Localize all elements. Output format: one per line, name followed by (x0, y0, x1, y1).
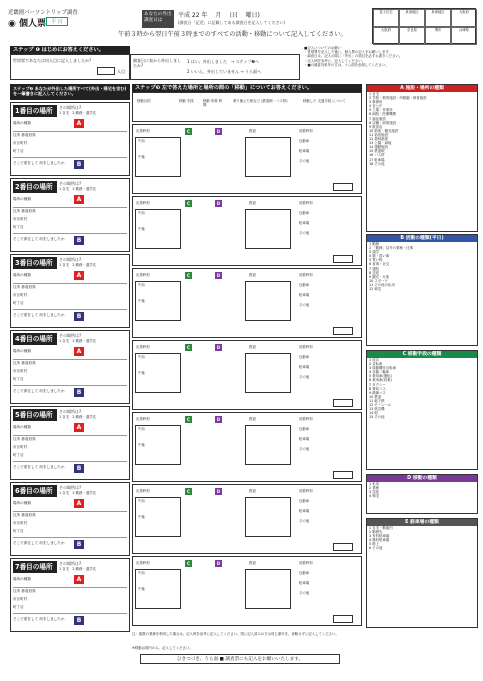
arrival-time-label: 到着時刻 (299, 489, 313, 493)
activity-code-b[interactable]: B (74, 160, 84, 169)
place-number-label: 4番目の場所 (13, 333, 57, 345)
place-option[interactable]: 1 自宅 2 勤務・通学先 (59, 263, 96, 267)
other-label: その他 (299, 591, 310, 595)
code-list-item: 11 その他の私用 (369, 282, 395, 287)
date-box-label: あなたの外出調査日は (142, 10, 174, 28)
place-question: その場所は? (59, 333, 82, 338)
place-type-label: 場所の種類 (13, 121, 31, 125)
transfer-input[interactable] (245, 569, 291, 609)
departure-time-label: 出発時刻 (136, 129, 150, 133)
col-transport: 移動した 交通手段 について (303, 99, 346, 103)
transfer-input[interactable] (245, 137, 291, 177)
divider (13, 283, 127, 284)
activity-label: そこで滞在して 何をしましたか (13, 389, 65, 393)
code-list-item: 4 塾・習い事 (369, 254, 390, 259)
transfer-station-label: 鉄道 (249, 201, 256, 205)
code-list-item: 2 「勤務」以外の業務・仕事 (369, 246, 413, 251)
step3-header: ステップ❸ 左で答えた場所と場所の間の「移動」についてお答えください。 (132, 84, 362, 92)
town-label: 町丁目 (13, 225, 24, 229)
divider (13, 359, 127, 360)
parking-label: 駐車場 (299, 221, 310, 225)
panel-b-header: B 活動の種類(平日) (367, 235, 477, 242)
code-list-item: 6 乗用車(同乗) (369, 378, 392, 383)
other-label: その他 (299, 159, 310, 163)
purpose-code-d[interactable]: D (216, 201, 221, 206)
code-list-item: 12 モノレール (369, 403, 392, 408)
code-list-item: 1 自宅・敷地内 (369, 526, 393, 530)
people-count-input[interactable] (333, 615, 353, 623)
divider (13, 309, 127, 310)
note-line: ・■の調査対象外の方は、うら面を参照してください。 (304, 62, 389, 67)
am-label: 午前 (138, 139, 145, 143)
col-purpose: 移動目的 (137, 99, 151, 103)
activity-code-b[interactable]: B (74, 540, 84, 549)
transfer-station-label: 鉄道 (249, 129, 256, 133)
person-place-block (10, 254, 130, 328)
place-number-label: 5番目の場所 (13, 409, 57, 421)
town-label: 町丁目 (13, 377, 24, 381)
place-type-code-a[interactable]: A (74, 575, 84, 584)
code-list-item: 2 学校・教育施設・幼稚園・保育施設 (369, 96, 427, 101)
activity-label: そこで滞在して 何をしましたか (13, 161, 65, 165)
code-list-item: 15 その他 (369, 415, 385, 420)
time-instruction: 午前３時から翌日午前３時までのすべての活動・移動について記入してください。 (118, 31, 347, 38)
place-option[interactable]: 1 自宅 2 勤務・通学先 (59, 111, 96, 115)
activity-label: そこで滞在して 何をしましたか (13, 541, 65, 545)
weekday-badge: 平 日 (46, 17, 68, 26)
pm-label: 午後 (138, 587, 145, 591)
outing-question: 調査日に家から外出しましたか? (133, 58, 181, 68)
divider (13, 207, 127, 208)
organization-name: 近畿圏パーソントリップ調査 (8, 10, 78, 16)
code-cell: 泉南地区 (425, 9, 451, 27)
date-note: (調査日「記述」に記載してある調査日を記入してください) (178, 20, 286, 25)
car-label: 自動車 (299, 427, 310, 431)
person-place-block (10, 330, 130, 404)
mode-code-c[interactable]: C (185, 344, 192, 351)
trip-block (132, 196, 362, 266)
activity-label: そこで滞在して 何をしましたか (13, 237, 65, 241)
code-list-item: 11 地下鉄 (369, 398, 385, 403)
other-label: その他 (299, 447, 310, 451)
parking-label: 駐車場 (299, 293, 310, 297)
purpose-code-d[interactable]: D (216, 273, 221, 278)
person-place-block (10, 558, 130, 632)
departure-time-label: 出発時刻 (136, 273, 150, 277)
place-type-label: 場所の種類 (13, 197, 31, 201)
city-label: 市区町村 (13, 141, 28, 145)
code-list-item: 10 スポーツ (369, 278, 388, 283)
col-transfer: 乗り換えた駅など (鉄道駅・バス停) (233, 99, 288, 103)
mode-code-c[interactable]: C (185, 560, 192, 567)
code-cell: 堺市 (425, 27, 451, 45)
place-type-code-a[interactable]: A (74, 195, 84, 204)
divider (13, 385, 127, 386)
transfer-input[interactable] (245, 281, 291, 321)
code-list-item: 5 乗用車(運転) (369, 374, 392, 379)
person-place-block (10, 482, 130, 556)
am-label: 午前 (138, 211, 145, 215)
code-list-item: 6 その他 (369, 546, 383, 551)
am-label: 午前 (138, 571, 145, 575)
code-list-item: 5 工場・作業所 (369, 108, 393, 113)
person-place-block (10, 102, 130, 176)
instructions-note (304, 46, 474, 80)
panel-place-types (366, 84, 478, 232)
code-list-item: 6 病院・医療機関 (369, 112, 396, 117)
transfer-station-label: 鉄道 (249, 489, 256, 493)
parking-label: 駐車場 (299, 509, 310, 513)
code-list-item: 16 バス停 (369, 153, 385, 158)
place-question: その場所は? (59, 409, 82, 414)
mode-code-c[interactable]: C (185, 200, 192, 207)
town-label: 町丁目 (13, 149, 24, 153)
people-count-input[interactable] (333, 471, 353, 479)
code-list-item: 11 宿泊施設 (369, 132, 388, 137)
departure-time-label: 出発時刻 (136, 345, 150, 349)
prefecture-label: 住所 都道府県 (13, 133, 36, 137)
place-question: その場所は? (59, 181, 82, 186)
code-list-item: 1 自宅 (369, 92, 380, 96)
code-list-item: 13 公園・緑地 (369, 141, 392, 146)
transfer-input[interactable] (245, 209, 291, 249)
transfer-station-label: 鉄道 (249, 417, 256, 421)
note-line: ・記入例を参考に、記入してください。 (304, 58, 366, 63)
activity-code-b[interactable]: B (74, 388, 84, 397)
mode-code-c[interactable]: C (185, 488, 192, 495)
people-count-input[interactable] (333, 543, 353, 551)
code-list-item: 10 娯楽・観光施設 (369, 128, 399, 133)
transfer-input[interactable] (245, 353, 291, 393)
code-cell: 大阪府 (451, 9, 477, 27)
place-type-code-a[interactable]: A (74, 119, 84, 128)
form-title: ◉ 個人票 (8, 19, 46, 29)
car-label: 自動車 (299, 355, 310, 359)
code-list-item: 14 運動施設 (369, 145, 388, 150)
code-list-item: 3 有料駐車場 (369, 534, 390, 539)
trip-block (132, 412, 362, 482)
code-list-item: 8 店舗・商業施設 (369, 120, 396, 125)
step1-header: ステップ ❶ はじめにお答えください。 (10, 46, 130, 54)
town-label: 町丁目 (13, 605, 24, 609)
code-list-item: 7 タクシー (369, 382, 386, 387)
panel-mode-types (366, 350, 478, 470)
code-cell: 奈良県 (399, 27, 425, 45)
step2-header: ステップ❷ あなたが外出した場所すべて(外出・帰宅を含む)を一筆書きに記入してください。 (10, 84, 130, 100)
area-code-grid (372, 8, 476, 44)
place-type-code-a[interactable]: A (74, 271, 84, 280)
departure-time-label: 出発時刻 (136, 561, 150, 565)
car-label: 自動車 (299, 211, 310, 215)
code-list-item: 7 福祉施設 (369, 116, 386, 121)
person-place-block (10, 406, 130, 480)
trip-block (132, 556, 362, 626)
pm-label: 午後 (138, 227, 145, 231)
note-line: ■記入についてのお願い (304, 46, 342, 50)
trip-block (132, 124, 362, 194)
city-label: 市区町村 (13, 445, 28, 449)
parking-label: 駐車場 (299, 437, 310, 441)
code-list-item: 18 その他 (369, 161, 385, 166)
code-list-item: 8 貸切バス (369, 386, 386, 391)
code-list-item: 4 帰宅 (369, 494, 380, 499)
panel-a-header: A 施設・場所の種類 (367, 85, 477, 92)
divider (13, 157, 127, 158)
code-list-item: 5 路上 (369, 542, 380, 547)
footer-note2: ※移動は国内のみ、記入してください。 (132, 646, 193, 650)
city-label: 市区町村 (13, 597, 28, 601)
departure-time-label: 出発時刻 (136, 201, 150, 205)
code-list-item: 1 勤務 (369, 242, 380, 246)
code-cell: 富士住宅 (373, 9, 399, 27)
place-type-label: 場所の種類 (13, 501, 31, 505)
arrival-time-label: 到着時刻 (299, 129, 313, 133)
car-label: 自動車 (299, 499, 310, 503)
code-list-item: 4 無料駐車場 (369, 538, 390, 543)
code-list-item: 9 飲食店 (369, 124, 383, 129)
code-list-item: 3 通学 (369, 250, 380, 255)
code-list-item: 9 路線バス (369, 390, 386, 395)
activity-label: そこで滞在して 何をしましたか (13, 617, 65, 621)
code-list-item: 4 自動二輪車 (369, 370, 390, 375)
place-question: その場所は? (59, 257, 82, 262)
purpose-code-d[interactable]: D (216, 489, 221, 494)
household-order-question: 世帯票であなたは何人目に記入しましたか? (13, 58, 92, 63)
code-list-item: 3 事務所 (369, 100, 383, 105)
code-cell: 泉南地区 (399, 9, 425, 27)
town-label: 町丁目 (13, 301, 24, 305)
am-label: 午前 (138, 283, 145, 287)
col-duration: 移動 所要 時間 (203, 99, 223, 108)
people-count-input[interactable] (333, 399, 353, 407)
code-list-item: 4 官公庁 (369, 104, 383, 109)
other-label: その他 (299, 303, 310, 307)
departure-time-label: 出発時刻 (136, 417, 150, 421)
outing-no-option[interactable]: 2 いいえ、外出していません → うら面へ (187, 69, 261, 74)
code-list-item: 1 私用 (369, 482, 380, 486)
code-list-item: 12 帰宅 (369, 287, 382, 292)
panel-e-header: E 駐車場の種類 (367, 519, 477, 526)
place-type-code-a[interactable]: A (74, 423, 84, 432)
footer-bottom-instruction: ひきつづき、うら面 ■ 調査票にも記入をお願いいたします。 (140, 654, 340, 664)
divider (13, 537, 127, 538)
code-list-item: 2 業務 (369, 486, 380, 491)
code-list-item: 5 買い物 (369, 258, 383, 263)
mode-code-c[interactable]: C (185, 128, 192, 135)
other-label: その他 (299, 375, 310, 379)
activity-label: そこで滞在して 何をしましたか (13, 313, 65, 317)
arrival-time-label: 到着時刻 (299, 417, 313, 421)
pm-label: 午後 (138, 155, 145, 159)
departure-time-label: 出発時刻 (136, 489, 150, 493)
place-type-label: 場所の種類 (13, 425, 31, 429)
people-count-input[interactable] (333, 255, 353, 263)
survey-date-field[interactable]: 平成 22 年 月 日( 曜日) (178, 12, 260, 19)
household-order-unit: 人目 (117, 69, 125, 74)
parking-label: 駐車場 (299, 365, 310, 369)
divider (13, 435, 127, 436)
other-label: その他 (299, 519, 310, 523)
purpose-code-d[interactable]: D (216, 345, 221, 350)
place-question: その場所は? (59, 561, 82, 566)
people-count-input[interactable] (333, 183, 353, 191)
footer-note: 注：複数の業務を利用した場合は、記入例を参考に記入してください。図に記入済みの方は同じ番号を、省略せずに記入してください。 (132, 632, 339, 636)
car-label: 自動車 (299, 139, 310, 143)
panel-trip-types (366, 474, 478, 514)
place-number-label: 3番目の場所 (13, 257, 57, 269)
code-list-item: 9 観光・行楽 (369, 274, 390, 279)
arrival-time-label: 到着時刻 (299, 273, 313, 277)
city-label: 市区町村 (13, 217, 28, 221)
activity-code-b[interactable]: B (74, 464, 84, 473)
car-label: 自動車 (299, 283, 310, 287)
pm-label: 午後 (138, 371, 145, 375)
town-label: 町丁目 (13, 529, 24, 533)
place-type-code-a[interactable]: A (74, 347, 84, 356)
arrival-time-label: 到着時刻 (299, 561, 313, 565)
step1-left-box (10, 54, 130, 80)
parking-label: 駐車場 (299, 581, 310, 585)
am-label: 午前 (138, 427, 145, 431)
code-list-item: 3 原動機付自転車 (369, 366, 396, 371)
code-list-item: 1 徒歩 (369, 358, 380, 362)
prefecture-label: 住所 都道府県 (13, 361, 36, 365)
divider (13, 587, 127, 588)
trip-block (132, 340, 362, 410)
mode-code-c[interactable]: C (185, 416, 192, 423)
code-cell: 兵庫県 (451, 27, 477, 45)
step3-column-header (132, 92, 362, 122)
trip-block (132, 268, 362, 338)
prefecture-label: 住所 都道府県 (13, 589, 36, 593)
panel-d-header: D 移動の種類 (367, 475, 477, 482)
person-place-block (10, 178, 130, 252)
pm-label: 午後 (138, 299, 145, 303)
purpose-code-d[interactable]: D (216, 417, 221, 422)
place-option[interactable]: 1 自宅 2 勤務・通学先 (59, 187, 96, 191)
code-list-item: 15 鉄道駅 (369, 149, 385, 154)
panel-activity-types (366, 234, 478, 346)
place-option[interactable]: 1 自宅 2 勤務・通学先 (59, 415, 96, 419)
car-label: 自動車 (299, 571, 310, 575)
arrival-time-label: 到着時刻 (299, 345, 313, 349)
prefecture-label: 住所 都道府県 (13, 209, 36, 213)
prefecture-label: 住所 都道府県 (13, 513, 36, 517)
code-list-item: 6 食事・社交 (369, 262, 390, 267)
divider (13, 511, 127, 512)
purpose-code-d[interactable]: D (216, 561, 221, 566)
place-number-label: 6番目の場所 (13, 485, 57, 497)
activity-code-b[interactable]: B (74, 312, 84, 321)
am-label: 午前 (138, 355, 145, 359)
trip-block (132, 484, 362, 554)
pm-label: 午後 (138, 515, 145, 519)
code-list-item: 2 自転車 (369, 362, 383, 367)
place-number-label: 2番目の場所 (13, 181, 57, 193)
purpose-code-d[interactable]: D (216, 129, 221, 134)
place-option[interactable]: 1 自宅 2 勤務・通学先 (59, 567, 96, 571)
place-question: その場所は? (59, 485, 82, 490)
code-list-item: 3 送迎 (369, 490, 380, 495)
place-type-label: 場所の種類 (13, 577, 31, 581)
place-number-label: 7番目の場所 (13, 561, 57, 573)
code-list-item: 17 駐車場 (369, 157, 385, 162)
place-type-label: 場所の種類 (13, 349, 31, 353)
code-list-item: 14 船 (369, 411, 378, 416)
divider (13, 461, 127, 462)
panel-parking-types (366, 518, 478, 628)
code-list-item: 13 航空機 (369, 407, 385, 412)
outing-yes-option[interactable]: 1 はい、外出しました → ステップ❷へ (187, 59, 259, 64)
panel-c-header: C 移動手段の種類 (367, 351, 477, 358)
transfer-station-label: 鉄道 (249, 273, 256, 277)
city-label: 市区町村 (13, 293, 28, 297)
code-list-item: 10 鉄道 (369, 394, 382, 399)
step1-outing-box (130, 54, 300, 80)
note-line: ・世帯票を記入した後に、個人票の記入をお願いします。 (304, 50, 392, 55)
divider (13, 131, 127, 132)
code-list-item: 2 勤務先 (369, 530, 383, 535)
note-line: ・調査日は、記入の際に「外出」の項目を必ずお書きください。 (304, 54, 403, 59)
household-order-input[interactable] (97, 67, 115, 75)
place-number-label: 1番目の場所 (13, 105, 57, 117)
place-question: その場所は? (59, 105, 82, 110)
people-count-input[interactable] (333, 327, 353, 335)
town-label: 町丁目 (13, 453, 24, 457)
prefecture-label: 住所 都道府県 (13, 437, 36, 441)
activity-code-b[interactable]: B (74, 236, 84, 245)
am-label: 午前 (138, 499, 145, 503)
other-label: その他 (299, 231, 310, 235)
transfer-input[interactable] (245, 497, 291, 537)
mode-code-c[interactable]: C (185, 272, 192, 279)
activity-label: そこで滞在して 何をしましたか (13, 465, 65, 469)
code-cell: 大阪府 (373, 27, 399, 45)
city-label: 市区町村 (13, 369, 28, 373)
activity-code-b[interactable]: B (74, 616, 84, 625)
parking-label: 駐車場 (299, 149, 310, 153)
arrival-time-label: 到着時刻 (299, 201, 313, 205)
divider (13, 613, 127, 614)
divider (13, 233, 127, 234)
col-mode: 移動 手段 (179, 99, 194, 103)
code-list-item: 8 送迎 (369, 270, 380, 275)
place-type-code-a[interactable]: A (74, 499, 84, 508)
transfer-station-label: 鉄道 (249, 345, 256, 349)
code-list-item: 7 通院 (369, 266, 380, 271)
place-type-label: 場所の種類 (13, 273, 31, 277)
city-label: 市区町村 (13, 521, 28, 525)
pm-label: 午後 (138, 443, 145, 447)
place-option[interactable]: 1 自宅 2 勤務・通学先 (59, 339, 96, 343)
prefecture-label: 住所 都道府県 (13, 285, 36, 289)
transfer-station-label: 鉄道 (249, 561, 256, 565)
code-list-item: 12 農林漁業 (369, 137, 388, 142)
place-option[interactable]: 1 自宅 2 勤務・通学先 (59, 491, 96, 495)
transfer-input[interactable] (245, 425, 291, 465)
